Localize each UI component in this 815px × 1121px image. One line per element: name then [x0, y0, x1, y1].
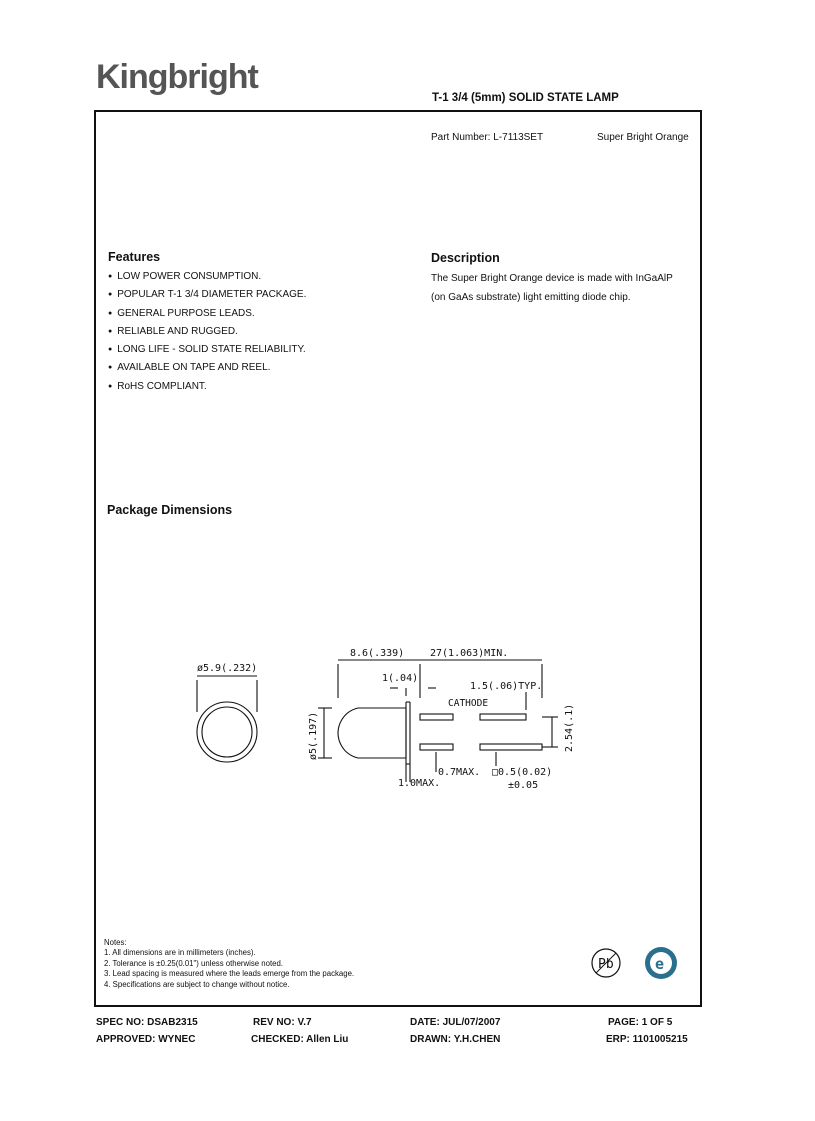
label-cathode: CATHODE — [448, 698, 489, 709]
description-line: (on GaAs substrate) light emitting diode chip. — [431, 291, 631, 303]
note-item: 4. Specifications are subject to change without notice. — [104, 979, 290, 989]
document-date: DATE: JUL/07/2007 — [410, 1017, 501, 1028]
dim-body-length: 8.6(.339) — [350, 648, 405, 659]
feature-item: ● GENERAL PURPOSE LEADS. — [108, 305, 306, 323]
document-title: T-1 3/4 (5mm) SOLID STATE LAMP — [432, 92, 619, 104]
lead-lower-segment-1 — [420, 744, 453, 750]
notes-block — [104, 938, 354, 990]
checked-by: CHECKED: Allen Liu — [251, 1034, 349, 1045]
erp-number: ERP: 1101005215 — [606, 1034, 688, 1045]
dim-lead-spacing: 2.54(.1) — [564, 703, 575, 752]
part-color: Super Bright Orange — [597, 132, 689, 143]
package-dimensions-drawing — [180, 640, 580, 800]
dim-lead-tolerance: ±0.05 — [508, 780, 539, 791]
feature-item: ● POPULAR T-1 3/4 DIAMETER PACKAGE. — [108, 286, 306, 304]
note-item: 1. All dimensions are in millimeters (inches). — [104, 948, 256, 958]
description-text — [431, 270, 701, 307]
led-top-view-outer — [197, 702, 257, 762]
feature-item: ● RoHS COMPLIANT. — [108, 378, 306, 396]
note-item: 2. Tolerance is ±0.25(0.01") unless otherwise noted. — [104, 958, 283, 968]
description-heading: Description — [431, 251, 500, 265]
revision-number: REV NO: V.7 — [253, 1017, 312, 1028]
feature-item: ● RELIABLE AND RUGGED. — [108, 323, 306, 341]
page-indicator: PAGE: 1 OF 5 — [608, 1017, 673, 1028]
approved-by: APPROVED: WYNEC — [96, 1034, 196, 1045]
note-item: 3. Lead spacing is measured where the leads emerge from the package. — [104, 969, 355, 979]
compliance-badges — [590, 943, 690, 983]
dim-lead-typ: 1.5(.06)TYP. — [470, 681, 543, 692]
drawn-by: DRAWN: Y.H.CHEN — [410, 1034, 501, 1045]
svg-text:e: e — [655, 955, 665, 973]
description-line: The Super Bright Orange device is made with InGaAlP — [431, 273, 673, 284]
led-body-outline — [338, 708, 406, 758]
notes-heading: Notes: — [104, 938, 127, 947]
dim-lead-square: □0.5(0.02) — [492, 767, 553, 778]
package-dimensions-heading: Package Dimensions — [107, 503, 233, 517]
feature-item: ● AVAILABLE ON TAPE AND REEL. — [108, 359, 306, 377]
pb-free-icon — [592, 949, 620, 977]
features-heading: Features — [108, 250, 161, 264]
dim-lead-length: 27(1.063)MIN. — [430, 648, 509, 659]
features-list — [108, 268, 306, 396]
dim-lead-max: 0.7MAX. — [438, 767, 481, 778]
lead-upper-segment-1 — [420, 714, 453, 720]
dim-body-diameter: ø5(.197) — [308, 711, 319, 760]
spec-number: SPEC NO: DSAB2315 — [96, 1017, 198, 1028]
eco-icon — [645, 947, 677, 979]
datasheet-frame — [94, 110, 702, 1007]
lead-upper-segment-2 — [480, 714, 526, 720]
part-number: Part Number: L-7113SET — [431, 132, 544, 143]
dim-stem-max: 1.0MAX. — [398, 778, 441, 789]
lead-lower-segment-2 — [480, 744, 542, 750]
kingbright-logo: Kingbright — [96, 58, 258, 96]
dim-flange: 1(.04) — [382, 673, 419, 684]
svg-text:Pb: Pb — [598, 957, 614, 972]
feature-item: ● LONG LIFE - SOLID STATE RELIABILITY. — [108, 341, 306, 359]
led-top-view-inner — [202, 707, 252, 757]
feature-item: ● LOW POWER CONSUMPTION. — [108, 268, 306, 286]
dim-top-diameter: ø5.9(.232) — [197, 663, 258, 674]
